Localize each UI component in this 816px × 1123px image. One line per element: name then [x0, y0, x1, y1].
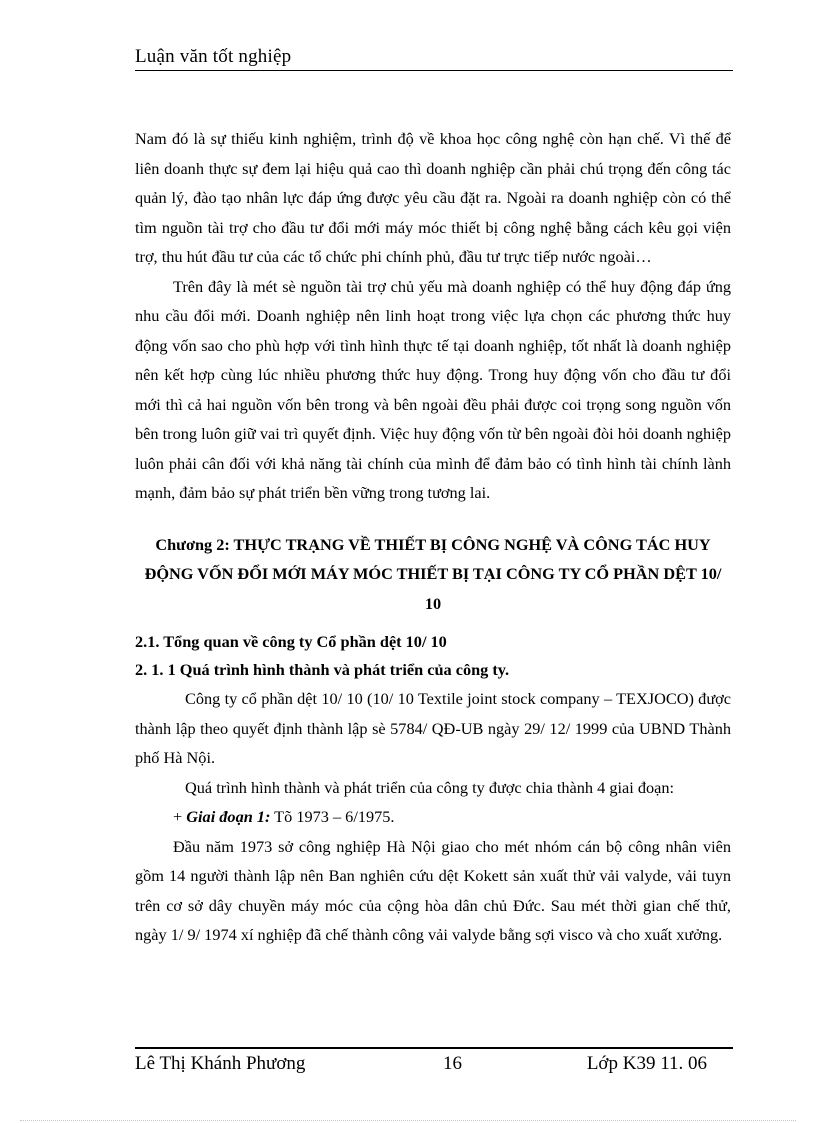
stage-label: Giai đoạn 1:	[186, 807, 271, 826]
chapter-title: Chương 2: THỰC TRẠNG VỀ THIẾT BỊ CÔNG NGHỆ VÀ CÔNG TÁC HUY ĐỘNG VỐN ĐỔI MỚI MÁY MÓC THIẾT BỊ TẠI CÔNG TY CỔ PHẦN DỆT 10/ 10	[144, 534, 722, 613]
page-footer	[135, 1053, 733, 1077]
company-intro-paragraph: Công ty cổ phần dệt 10/ 10 (10/ 10 Textile joint stock company – TEXJOCO) được thành lập theo quyết định thành lập sè 5784/ QĐ-UB ngày 29/ 12/ 1999 của UBND Thành phố Hà Nội.	[135, 689, 731, 767]
page-header: Luận văn tốt nghiệp	[135, 46, 292, 67]
page-content	[135, 124, 731, 950]
page-number: 16	[443, 1053, 462, 1074]
body-paragraph-2: Trên đây là mét sè nguồn tài trợ chủ yếu mà doanh nghiệp có thể huy động đáp ứng nhu cầu đổi mới. Doanh nghiệp nên linh hoạt trong việc lựa chọn các phương thức huy động vốn sao cho phù hợp với tình hình thực tế tại doanh nghiệp, tốt nhất là doanh nghiệp nên kết hợp cùng lúc nhiều phương thức huy động. Trong huy động vốn cho đầu tư đổi mới thì cả hai nguồn vốn bên trong và bên ngoài đều phải được coi trọng song nguồn vốn bên trong luôn giữ vai trì quyết định. Việc huy động vốn từ bên ngoài đòi hỏi doanh nghiệp luôn phải cân đối với khả năng tài chính của mình để đảm bảo có tình hình tài chính lành mạnh, đảm bảo sự phát triển bền vững trong tương lai.	[135, 276, 731, 502]
stage-list-item	[135, 802, 731, 832]
history-paragraph: Đầu năm 1973 sở công nghiệp Hà Nội giao cho mét nhóm cán bộ công nhân viên gồm 14 người thành lập nên Ban nghiên cứu dệt Kokett sản xuất thử vải valyde, vải tuyn trên cơ sở dây chuyền máy móc của cộng hòa dân chủ Đức. Sau mét thời gian chế thử, ngày 1/ 9/ 1974 xí nghiệp đã chế thành công vải valyde bằng sợi visco và cho xuất xưởng.	[135, 836, 731, 944]
stage-period: Tõ 1973 – 6/1975.	[270, 807, 395, 826]
footer-class: Lớp K39 11. 06	[586, 1053, 707, 1074]
page-edge-line	[20, 1120, 796, 1121]
body-paragraph-1: Nam đó là sự thiếu kinh nghiệm, trình độ về khoa học công nghệ còn hạn chế. Vì thế để liên doanh thực sự đem lại hiệu quả cao thì doanh nghiệp cần phải chú trọng đến công tác quản lý, đào tạo nhân lực đáp ứng được yêu cầu đặt ra. Ngoài ra doanh nghiệp còn có thể tìm nguồn tài trợ cho đầu tư đổi mới máy móc thiết bị công nghệ bằng cách kêu gọi viện trợ, thu hút đầu tư của các tổ chức phi chính phủ, đầu tư trực tiếp nước ngoài…	[135, 129, 731, 266]
footer-divider	[135, 1047, 733, 1049]
stages-intro-paragraph: Quá trình hình thành và phát triển của công ty được chia thành 4 giai đoạn:	[185, 777, 675, 797]
section-heading-2-1-1: 2. 1. 1 Quá trình hình thành và phát triển của công ty.	[135, 660, 510, 679]
footer-author: Lê Thị Khánh Phương	[135, 1053, 306, 1074]
list-marker: +	[173, 807, 187, 826]
header-divider	[135, 70, 733, 71]
section-heading-2-1: 2.1. Tổng quan về công ty Cổ phần dệt 10/ 10	[135, 632, 447, 651]
